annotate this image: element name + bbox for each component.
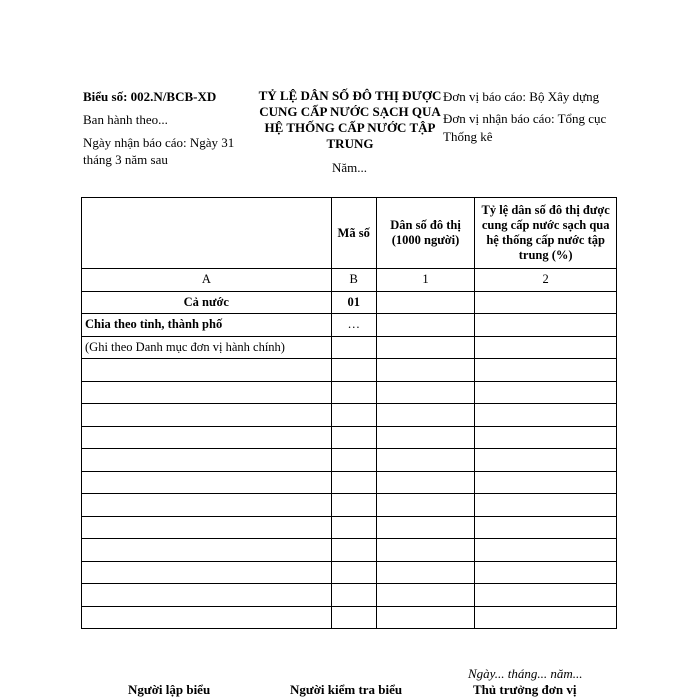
document-title: TỶ LỆ DÂN SỐ ĐÔ THỊ ĐƯỢC CUNG CẤP NƯỚC SẠCH QUA HỆ THỐNG CẤP NƯỚC TẬP TRUNG (258, 88, 442, 151)
index-cell: A (82, 269, 332, 292)
signer-head: Thủ trưởng đơn vị (473, 682, 577, 697)
header-cell-rate: Tỷ lệ dân số đô thị được cung cấp nước sạch qua hệ thống cấp nước tập trung (%) (475, 198, 617, 269)
table-row (82, 314, 617, 337)
index-cell: 2 (475, 269, 617, 292)
empty-row (82, 606, 617, 629)
header-cell-name (82, 198, 332, 269)
row-code: … (331, 314, 376, 337)
row-label: (Ghi theo Danh mục đơn vị hành chính) (82, 336, 332, 359)
table-header-row (82, 198, 617, 269)
empty-row (82, 516, 617, 539)
empty-row (82, 404, 617, 427)
signer-reviewer: Người kiểm tra biểu (290, 682, 403, 697)
empty-row (82, 381, 617, 404)
row-value (475, 291, 617, 314)
report-table (81, 197, 617, 629)
header-cell-code: Mã số (331, 198, 376, 269)
row-label: Chia theo tỉnh, thành phố (82, 314, 332, 337)
reporting-unit: Đơn vị báo cáo: Bộ Xây dựng (443, 89, 600, 104)
receiving-unit: Đơn vị nhận báo cáo: Tổng cục Thống kê (443, 111, 607, 144)
empty-row (82, 426, 617, 449)
row-value (475, 336, 617, 359)
empty-row (82, 471, 617, 494)
table-row (82, 336, 617, 359)
form-info (83, 88, 258, 168)
header-cell-population: Dân số đô thị (1000 người) (376, 198, 475, 269)
empty-row (82, 561, 617, 584)
row-label: Cả nước (82, 291, 332, 314)
receive-date: Ngày nhận báo cáo: Ngày 31 tháng 3 năm sau (83, 135, 235, 167)
empty-row (82, 494, 617, 517)
unit-info (443, 88, 623, 146)
row-value (376, 291, 475, 314)
empty-row (82, 449, 617, 472)
row-value (475, 314, 617, 337)
empty-row (82, 584, 617, 607)
form-code: Biểu số: 002.N/BCB-XD (83, 89, 217, 104)
signature-date: Ngày... tháng... năm... (468, 666, 583, 681)
row-code: 01 (331, 291, 376, 314)
empty-row (82, 539, 617, 562)
issued-by: Ban hành theo... (83, 112, 168, 127)
index-cell: B (331, 269, 376, 292)
empty-row (82, 359, 617, 382)
report-year: Năm... (332, 160, 368, 175)
row-value (376, 336, 475, 359)
index-cell: 1 (376, 269, 475, 292)
signer-preparer: Người lập biểu (128, 682, 211, 697)
row-code (331, 336, 376, 359)
table-index-row (82, 269, 617, 292)
table-row (82, 291, 617, 314)
row-value (376, 314, 475, 337)
